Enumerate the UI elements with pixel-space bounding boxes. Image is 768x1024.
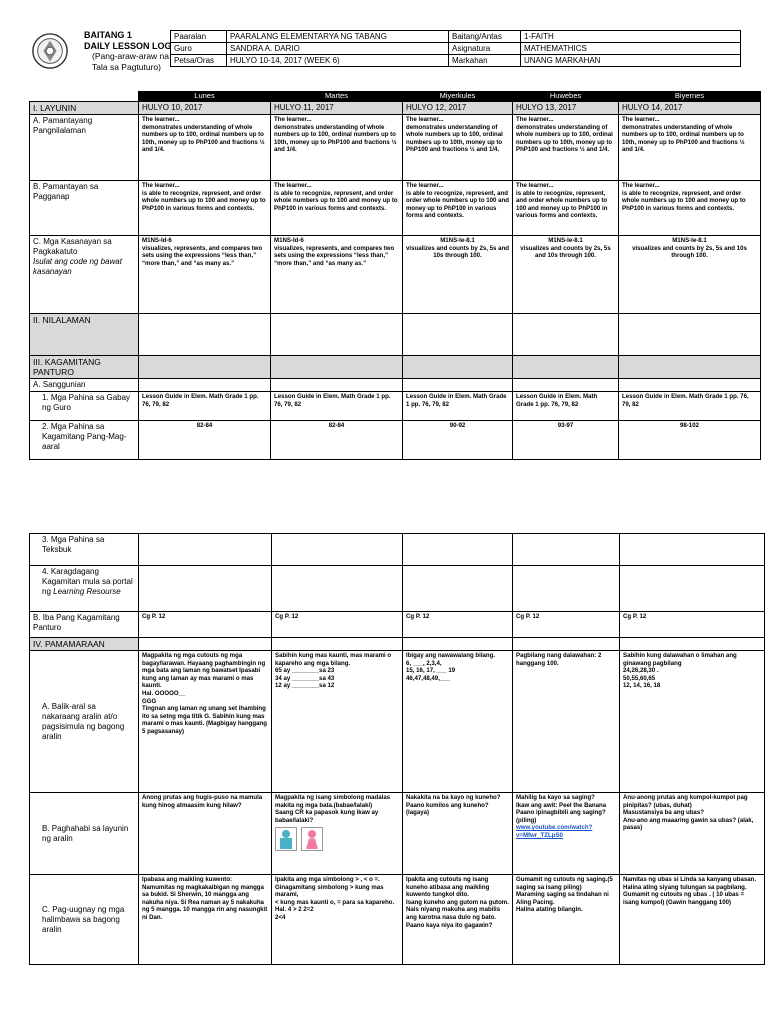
row-label: B. Paghahabi sa layunin ng aralin — [30, 793, 139, 875]
cell-line: is able to recognize, represent, and order whole numbers up to 100 and money up to PhP100 in various forms and contexts. — [516, 189, 608, 220]
cell: Lesson Guide in Elem. Math Grade 1 pp. 76, 79, 82 — [403, 392, 513, 421]
meta-value-grade: 1-FAITH — [521, 31, 741, 43]
day-header: Miyerkules — [403, 92, 513, 102]
cell-line: Nakakita na ba kayo ng kuneho? — [406, 794, 501, 801]
cell — [139, 181, 271, 236]
section-nilalaman: II. NILALAMAN — [30, 314, 139, 356]
cell-line: The learner... — [622, 116, 660, 123]
date-cell: HULYO 14, 2017 — [619, 102, 761, 115]
cell-line: Saang CR ka papasok kung ikaw ay babae/lalaki? — [275, 809, 379, 824]
cell-line: is able to recognize, represent, and order whole numbers up to 100 and money up to PhP100 in various forms and contexts. — [142, 189, 266, 212]
cell — [619, 236, 761, 314]
cell: 82-84 — [139, 421, 271, 460]
cell — [271, 181, 403, 236]
row-label: A. Balik-aral sa nakaraang aralin at/o pagsisimula ng bagong aralin — [30, 651, 139, 793]
header-meta-table — [170, 30, 741, 67]
row-label-em: Learning Resourse — [53, 587, 121, 596]
meta-label: Petsa/Oras — [171, 55, 227, 67]
cell-line: 34 ay ________sa 43 — [275, 674, 335, 682]
row-label: B. Pamantayan sa Pagganap — [30, 181, 139, 236]
cell-line: The learner... — [622, 182, 660, 189]
cell-line: Gumamit ng cutouts ng ubas . ( 10 ubas = isang kumpol) (Gawin hanggang 100) — [623, 891, 745, 906]
row-label: B. Iba Pang Kagamitang Panturo — [30, 612, 139, 638]
row-label-main: C. Mga Kasanayan sa Pagkakatuto — [33, 237, 112, 256]
cell — [139, 651, 272, 793]
deped-seal-logo — [31, 32, 69, 70]
cell-line: demonstrates understanding of whole numbers up to 100, ordinal numbers up to 10th, money up to PhP100 and fractions ½ and 1/4. — [406, 123, 503, 154]
cell — [620, 793, 765, 875]
cell — [272, 651, 403, 793]
row-lr-portal — [30, 566, 765, 612]
day-header-row — [30, 92, 761, 102]
cell — [513, 793, 620, 875]
meta-label: Guro — [171, 43, 227, 55]
cell-line: visualizes, represents, and compares two sets using the expressions “less than,” “more than,” and “as many as.” — [274, 244, 395, 267]
day-header: Huwebes — [513, 92, 619, 102]
day-header: Biyernes — [619, 92, 761, 102]
cell — [272, 793, 403, 875]
date-cell: HULYO 11, 2017 — [271, 102, 403, 115]
date-cell: HULYO 13, 2017 — [513, 102, 619, 115]
cell-line: Namitas ng ubas si Linda sa kanyang ubasan. — [623, 876, 757, 883]
cell-line: Magpakita ng isang simbolong madalas makita ng mga bata.(babae/lalaki) — [275, 794, 391, 809]
cell-line: is able to recognize, represent, and order whole numbers up to 100 and money up to PhP100 in various forms and contexts. — [406, 189, 509, 220]
male-icon — [275, 827, 297, 851]
cell-line: visualizes and counts by 2s, 5s and 10s through 100. — [520, 244, 611, 260]
video-link[interactable]: www.youtube.com/watch?v=Mfwr_TZLpS0 — [516, 824, 593, 839]
row-label-note: Isulat ang code ng bawat kasanayan — [33, 257, 122, 276]
day-header: Martes — [271, 92, 403, 102]
cell-line: demonstrates understanding of whole numbers up to 100, ordinal numbers up to 10th, money up to PhP100 and fractions ½ and 1/4. — [516, 123, 613, 154]
cell-line: demonstrates understanding of whole numbers up to 100, ordinal numbers up to 10th, money up to PhP100 and fractions ½ and 1/4. — [622, 123, 745, 154]
row-label — [30, 566, 139, 612]
cell-line: 46,47,48,49,___ — [406, 674, 451, 682]
section-layunin: I. LAYUNIN — [30, 102, 139, 115]
cell — [272, 875, 403, 965]
cell-line: The learner... — [406, 116, 444, 123]
cell-line: Ipakita ang cutouts ng isang kuneho atibasa ang maikling kuwento tungkol dito. — [406, 876, 490, 899]
cell-line: Ipabasa ang maikling kuwento: — [142, 876, 233, 883]
cell — [513, 651, 620, 793]
section-sanggunian: A. Sanggunian — [30, 379, 139, 392]
restroom-symbols — [275, 827, 399, 851]
cell-line: The learner... — [516, 116, 554, 123]
cell-line: is able to recognize, represent, and order whole numbers up to 100 and money up to PhP100 in various forms and contexts. — [622, 189, 746, 212]
meta-value-date: HULYO 10-14, 2017 (WEEK 6) — [227, 55, 449, 67]
cell-line: 50,55,60,65 — [623, 674, 656, 682]
cell: Cg P. 12 — [403, 612, 513, 638]
row-label: 1. Mga Pahina sa Gabay ng Guro — [30, 392, 139, 421]
cell-line: The learner... — [142, 116, 180, 123]
cell-line: Ipakita ang mga simbolong > , < o =. Ginagamitang simbolong > kung mas marami, — [275, 876, 384, 899]
cell: 93-97 — [513, 421, 619, 460]
cell-line: Paano ipinagbibili ang saging? (piling) — [516, 809, 606, 824]
cell-line: Mahilig ba kayo sa saging? — [516, 794, 595, 801]
title-main: DAILY LESSON LOG — [84, 40, 172, 51]
cell: 98-102 — [619, 421, 761, 460]
meta-label: Markahan — [449, 55, 521, 67]
date-row — [30, 102, 761, 115]
cell-line: M1NS-Ie-8.1 — [548, 237, 583, 244]
row-nilalaman — [30, 314, 761, 356]
cell-line: Masustansiya ba ang ubas? — [623, 809, 704, 817]
cell-line: The learner... — [274, 182, 312, 189]
cell-line: Tingnan ang laman ng unang set ihambing ito sa setng mga titik G. Sabihin kung mas marami o mas kaunti. (Magbigay hanggang 5 pagsasanay) — [142, 705, 267, 735]
cell: 82-84 — [271, 421, 403, 460]
cell-line: The learner... — [406, 182, 444, 189]
cell-line: Magpakita ng mga cutouts ng mga bagay/larawan. Hayaang paghambingin ng mga bata ang laman ng bawatset Ipasabi kung ang laman ay mas marami o mas kaunti. — [142, 652, 266, 690]
meta-label: Asignatura — [449, 43, 521, 55]
cell: Cg P. 12 — [620, 612, 765, 638]
cell-line: Halina ating siyang tulungan sa pagbilang. — [623, 883, 747, 891]
cell — [271, 115, 403, 181]
cell-line: Paano kaya niya ito gagawin? — [406, 921, 493, 929]
cell-line: Anong prutas ang hugis-puso na mamula kung hinog atmaasim kung hilaw? — [142, 794, 263, 809]
cell-line: Pagbilang nang dalawahan: 2 hanggang 100. — [516, 652, 602, 667]
meta-label: Baitang/Antas — [449, 31, 521, 43]
cell-line: Hal. OOOOO__ — [142, 689, 186, 697]
row-iba-pang-kagamitan — [30, 612, 765, 638]
cell-line: 2<4 — [275, 913, 286, 921]
row-balik-aral — [30, 651, 765, 793]
title-sub1: (Pang-araw-araw na — [92, 51, 170, 61]
cell — [403, 236, 513, 314]
cell-line: M1NS-Id-6 — [142, 237, 172, 244]
cell — [139, 875, 272, 965]
cell-line: Anu-ano ang maaaring gawin sa ubas? (alak, pasas) — [623, 816, 754, 832]
row-pamantayan-sa-pagganap — [30, 181, 761, 236]
cell-line: visualizes and counts by 2s, 5s and 10s through 100. — [632, 244, 747, 260]
row-kagamitang-mag-aaral — [30, 421, 761, 460]
section-pamamaraan: IV. PAMAMARAAN — [30, 638, 139, 651]
cell-line: The learner... — [516, 182, 554, 189]
cell-line: The learner... — [142, 182, 180, 189]
cell-line: 12 ay ________sa 12 — [275, 682, 335, 690]
section-kagamitan: III. KAGAMITANG PANTURO — [30, 356, 139, 379]
cell-line: Sabihin kung dalawahan o limahan ang ginawang pagbilang — [623, 652, 737, 667]
cell-line: Maraming saging sa tindahan ni Aling Pacing. — [516, 891, 609, 906]
cell — [139, 793, 272, 875]
lesson-table-top — [29, 91, 761, 460]
row-teksbuk — [30, 534, 765, 566]
cell-line: 24,26,28,30 . — [623, 667, 659, 675]
cell-line: Sabihin kung mas kaunti, mas marami o kapareho ang mga bilang. — [275, 652, 392, 667]
cell-line: is able to recognize, represent, and order whole numbers up to 100 and money up to PhP100 in various forms and contexts. — [274, 189, 398, 212]
cell — [619, 115, 761, 181]
cell-line: Gumamit ng cutouts ng saging.(5 saging sa isang piling) — [516, 876, 613, 891]
cell-line: 6, ___, 2,3,4, — [406, 659, 442, 667]
cell — [513, 181, 619, 236]
cell-line: Namumitas ng magkakaibigan ng mangga sa bukid. Si Sherwin, 10 mangga ang nakuha niya. Si Rea naman ay 5 nakakuha ng 5 mangga. 10 mangga rin ang nasungkit ni Dan. — [142, 883, 268, 921]
cell — [513, 875, 620, 965]
cell-line: Hal. 4 > 2 2=2 — [275, 906, 314, 914]
cell-line: M1NS-Ie-8.1 — [440, 237, 475, 244]
row-label-main: 4. Karagdagang Kagamitan mula sa portal ng — [42, 567, 133, 596]
row-label — [30, 236, 139, 314]
cell — [513, 236, 619, 314]
cell-line: 15, 16, 17, ___ 19 — [406, 667, 456, 675]
cell: 90-92 — [403, 421, 513, 460]
cell — [271, 236, 403, 314]
cell — [620, 651, 765, 793]
cell-line: Anu-anong prutas ang kumpol-kumpol pag pinipitas? (ubas, duhat) — [623, 794, 748, 809]
cell-text — [275, 794, 399, 824]
cell: Lesson Guide in Elem. Math Grade 1 pp. 76, 79, 82 — [619, 392, 761, 421]
row-kagamitan — [30, 356, 761, 379]
cell: Lesson Guide in Elem. Math Grade 1 pp. 76, 79, 82 — [139, 392, 271, 421]
row-sanggunian — [30, 379, 761, 392]
cell — [403, 793, 513, 875]
cell — [619, 181, 761, 236]
cell: Cg P. 12 — [272, 612, 403, 638]
cell — [403, 651, 513, 793]
meta-value-quarter: UNANG MARKAHAN — [521, 55, 741, 67]
meta-value-school: PAARALANG ELEMENTARYA NG TABANG — [227, 31, 449, 43]
cell-line: Paano kumilos ang kuneho? (lagaya) — [406, 801, 489, 817]
cell-line: The learner... — [274, 116, 312, 123]
cell: Lesson Guide in Elem. Math Grade 1 pp. 76, 79, 82 — [271, 392, 403, 421]
cell-line: M1NS-Id-6 — [274, 237, 304, 244]
row-label: A. Pamantayang Pangnilalaman — [30, 115, 139, 181]
cell — [513, 115, 619, 181]
cell-line: Halina atating bilangin. — [516, 906, 583, 914]
row-pamantayang-pangnilalaman — [30, 115, 761, 181]
cell — [139, 236, 271, 314]
cell-line: demonstrates understanding of whole numbers up to 100, ordinal numbers up to 10th, money up to PhP100 and fractions ½ and 1/4. — [274, 123, 397, 154]
cell-line: Ikaw ang awit: Peel the Banana — [516, 801, 607, 809]
date-cell: HULYO 10, 2017 — [139, 102, 271, 115]
row-pamamaraan — [30, 638, 765, 651]
meta-label: Paaralan — [171, 31, 227, 43]
lesson-table-bottom — [29, 533, 765, 965]
row-gabay-guro — [30, 392, 761, 421]
date-cell: HULYO 12, 2017 — [403, 102, 513, 115]
row-paghahabi — [30, 793, 765, 875]
day-header: Lunes — [139, 92, 271, 102]
cell — [139, 115, 271, 181]
cell: Cg P. 12 — [513, 612, 620, 638]
cell-line: GGG — [142, 697, 157, 705]
title-grade: BAITANG 1 — [84, 30, 132, 40]
cell: Lesson Guide in Elem. Math Grade 1 pp. 76, 79, 82 — [513, 392, 619, 421]
cell-line: 12, 14, 16, 18 — [623, 682, 661, 690]
cell-line: M1NS-Ie-8.1 — [672, 237, 707, 244]
cell — [403, 115, 513, 181]
cell-line: Isang kuneho ang gutom na gutom. Nais niyang makuha ang mabilis ang karotna nasa dulo ng bato. — [406, 898, 509, 921]
cell-line: visualizes, represents, and compares two sets using the expressions “less than,” “more than,” and “as many as.” — [142, 244, 263, 267]
cell — [403, 181, 513, 236]
cell-line: demonstrates understanding of whole numbers up to 100, ordinal numbers up to 10th, money up to PhP100 and fractions ½ and 1/4. — [142, 123, 265, 154]
cell-line: Ibigay ang nawawalang bilang. — [406, 652, 496, 659]
title-sub2: Tala sa Pagtuturo) — [92, 61, 161, 72]
row-label: 2. Mga Pahina sa Kagamitang Pang-Mag-aaral — [30, 421, 139, 460]
row-kasanayan — [30, 236, 761, 314]
cell — [620, 875, 765, 965]
cell: Cg P. 12 — [139, 612, 272, 638]
row-pag-uugnay — [30, 875, 765, 965]
cell-line: < kung mas kaunti o, = para sa kapareho. — [275, 898, 395, 906]
row-label: 3. Mga Pahina sa Teksbuk — [30, 534, 139, 566]
row-label: C. Pag-uugnay ng mga halimbawa sa bagong aralin — [30, 875, 139, 965]
cell — [403, 875, 513, 965]
meta-value-teacher: SANDRA A. DARIO — [227, 43, 449, 55]
cell-line: visualizes and counts by 2s, 5s and 10s through 100. — [406, 244, 509, 260]
female-icon — [301, 827, 323, 851]
cell-line: 65 ay ________sa 23 — [275, 667, 335, 675]
meta-value-subject: MATHEMATHICS — [521, 43, 741, 55]
